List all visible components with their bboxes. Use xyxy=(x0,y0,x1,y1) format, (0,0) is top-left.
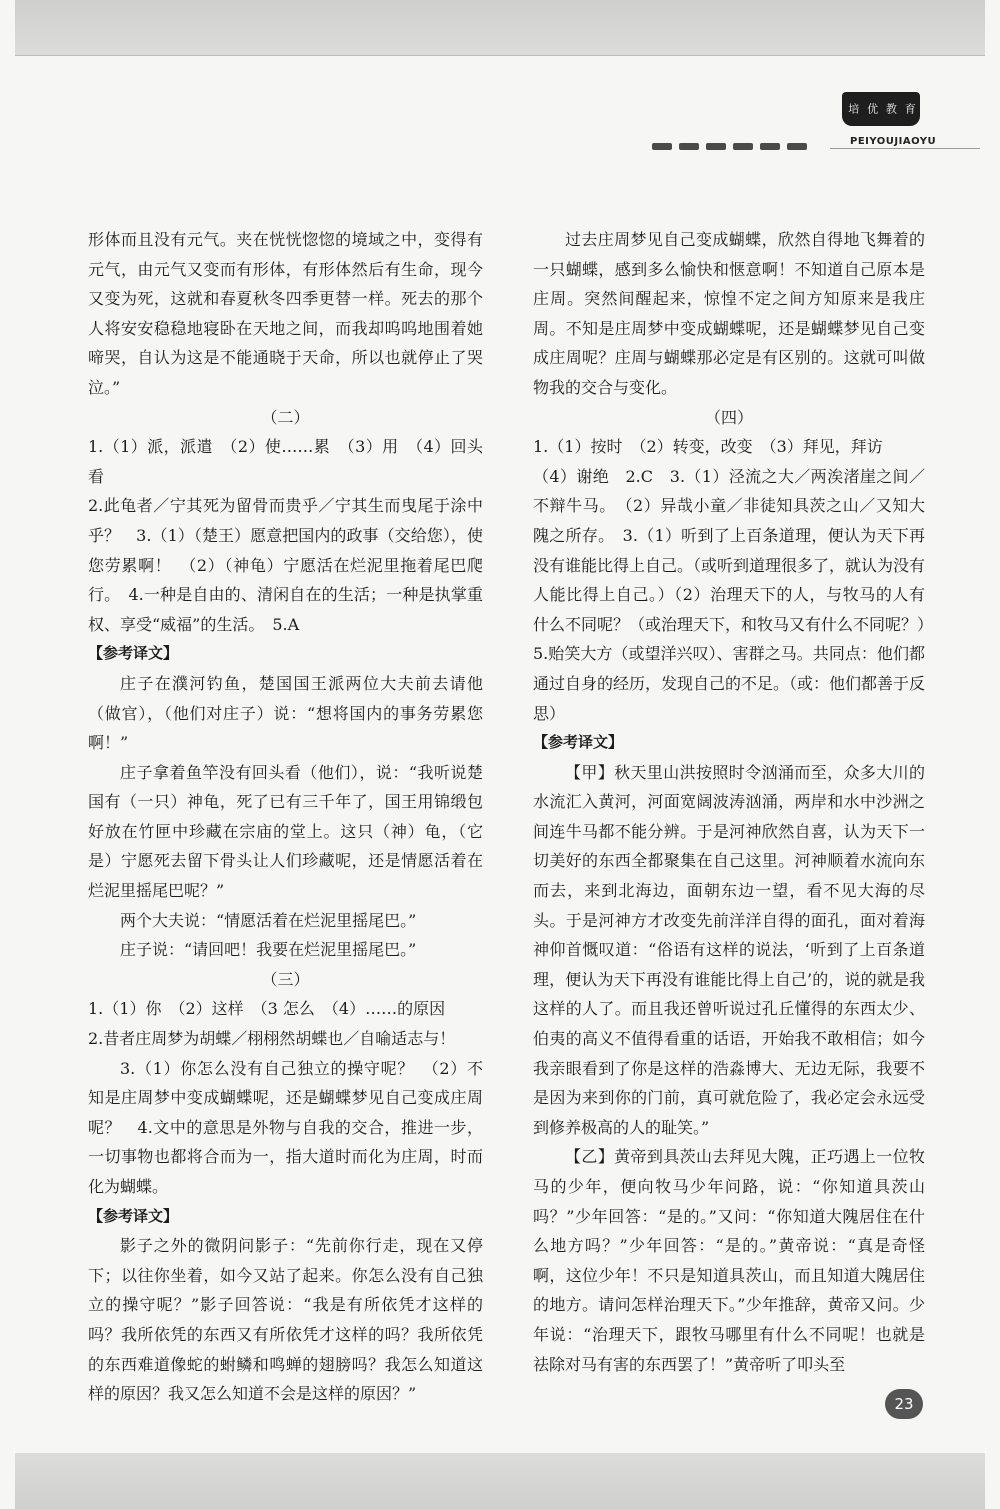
paragraph: 【乙】黄帝到具茨山去拜见大隗，正巧遇上一位牧马的少年，便向牧马少年问路，说：“你知道具茨山吗？”少年回答：“是的。”又问：“你知道大隗居住在什么地方吗？”少年回答：“是的。”黄帝说：“真是奇怪啊，这位少年！不只是知道具茨山，而且知道大隗居住的地方。请问怎样治理天下。”少年推辞，黄帝又问。少年说：“治理天下，跟牧马哪里有什么不同呢！也就是祛除对马有害的东西罢了！”黄帝听了叩头至 xyxy=(533,1147,925,1374)
left-column xyxy=(88,225,483,1409)
part-title: （四） xyxy=(704,407,753,427)
paragraph: （4）谢绝 2.C 3.（1）泾流之大／两涘渚崖之间／不辩牛马。 （2）异哉小童／非徒知具茨之山／又知大隗之所存。 3.（1）听到了上百条道理，便认为天下再没有谁能比得上自己。（或听到道理很多了，就认为没有人能比得上自己。）（2）治理天下的人，与牧马的人有什么不同呢？（或治理天下，和牧马又有什么不同呢？） 5.贻笑大方（或望洋兴叹）、害群之马。共同点：他们都通过自身的经历，发现自己的不足。（或：他们都善于反思） xyxy=(533,466,942,723)
section-heading: 【参考译文】 xyxy=(533,733,624,752)
paragraph: 1.（1）按时 （2）转变，改变 （3）拜见，拜访 xyxy=(533,437,883,457)
publisher-logo xyxy=(838,92,924,130)
paragraph: 影子之外的微阴问影子：“先前你行走，现在又停下；以往你坐着，如今又站了起来。你怎么没有自己独立的操守呢？”影子回答说：“我是有所依凭才这样的吗？我所依凭的东西又有所依凭才这样的吗？我所依凭的东西难道像蛇的蚹鳞和鸣蝉的翅膀吗？我怎么知道这样的原因？我又怎么知道不会是这样的原因？” xyxy=(88,1236,483,1404)
paragraph: 【甲】秋天里山洪按照时令汹涌而至，众多大川的水流汇入黄河，河面宽阔波涛汹涌，两岸和水中沙洲之间连牛马都不能分辨。于是河神欣然自喜，认为天下一切美好的东西全都聚集在自己这里。河神顺着水流向东而去，来到北海边，面朝东边一望，看不见大海的尽头。于是河神方才改变先前洋洋自得的面孔，面对着海神仰首慨叹道：“俗语有这样的说法，‘听到了上百条道理，便认为天下再没有谁能比得上自己’的，说的就是我这样的人了。而且我还曾听说过孔丘懂得的东西太少、伯夷的高义不值得看重的话语，开始我不敢相信；如今我亲眼看到了你是这样的浩淼博大、无边无际，我要不是因为来到你的门前，真可就危险了，我必定会永远受到修养极高的人的耻笑。” xyxy=(533,762,925,1137)
part-title: （二） xyxy=(261,407,310,427)
paragraph: 庄子说：“请回吧！我要在烂泥里摇尾巴。” xyxy=(120,940,417,960)
paragraph: 1.（1）你 （2）这样 （3 怎么 （4）……的原因 xyxy=(88,999,446,1019)
page-number: 23 xyxy=(885,1389,923,1419)
paragraph: 2.此龟者／宁其死为留骨而贵乎／宁其生而曳尾于涂中乎？ 3.（1）（楚王）愿意把国内的政事（交给您），使您劳累啊！ （2）（神龟）宁愿活在烂泥里拖着尾巴爬行。 4.一种是自由的、清闲自在的生活；一种是执掌重权、享受“威福”的生活。 5.A xyxy=(88,496,483,634)
bottom-footer-band xyxy=(15,1453,985,1509)
book-icon: 培 优 教 育 xyxy=(842,92,920,126)
section-heading: 【参考译文】 xyxy=(88,644,179,663)
paragraph: 3.（1）你怎么没有自己独立的操守呢？ （2）不知是庄周梦中变成蝴蝶呢，还是蝴蝶梦见自己变成庄周呢？ 4.文中的意思是外物与自我的交合，推进一步，一切事物也都将合而为一，指大道时而化为庄周，时而化为蝴蝶。 xyxy=(88,1058,483,1196)
section-heading: 【参考译文】 xyxy=(88,1206,179,1225)
top-header-band xyxy=(15,0,985,56)
part-title: （三） xyxy=(261,969,310,989)
paragraph: 2.昔者庄周梦为胡蝶／栩栩然胡蝶也／自喻适志与！ xyxy=(88,1029,456,1049)
header-dash-decoration xyxy=(652,143,807,150)
header-rule xyxy=(830,148,980,149)
paragraph: 1.（1）派，派遣 （2）使……累 （3）用 （4）回头看 xyxy=(88,437,483,486)
paragraph: 形体而且没有元气。夹在恍恍惚惚的境域之中，变得有元气，由元气又变而有形体，有形体然后有生命，现今又变为死，这就和春夏秋冬四季更替一样。死去的那个人将安安稳稳地寝卧在天地之间，而我却呜呜地围着她啼哭，自认为这是不能通晓于天命，所以也就停止了哭泣。” xyxy=(88,230,483,397)
brand-name: PEIYOUJIAOYU xyxy=(850,136,937,147)
paragraph: 过去庄周梦见自己变成蝴蝶，欣然自得地飞舞着的一只蝴蝶，感到多么愉快和惬意啊！不知道自己原本是庄周。突然间醒起来，惊惶不定之间方知原来是我庄周。不知是庄周梦中变成蝴蝶呢，还是蝴蝶梦见自己变成庄周呢？庄周与蝴蝶那必定是有区别的。这就可叫做物我的交合与变化。 xyxy=(533,230,925,397)
paragraph: 庄子拿着鱼竿没有回头看（他们），说：“我听说楚国有（一只）神龟，死了已有三千年了，国王用锦缎包好放在竹匣中珍藏在宗庙的堂上。这只（神）龟，（它是）宁愿死去留下骨头让人们珍藏呢，还是情愿活着在烂泥里摇尾巴呢？” xyxy=(88,762,483,901)
right-column xyxy=(533,225,942,1379)
paragraph: 庄子在濮河钓鱼，楚国国王派两位大夫前去请他（做官），（他们对庄子）说：“想将国内的事务劳累您啊！” xyxy=(88,673,483,753)
paragraph: 两个大夫说：“情愿活着在烂泥里摇尾巴。” xyxy=(120,910,417,930)
